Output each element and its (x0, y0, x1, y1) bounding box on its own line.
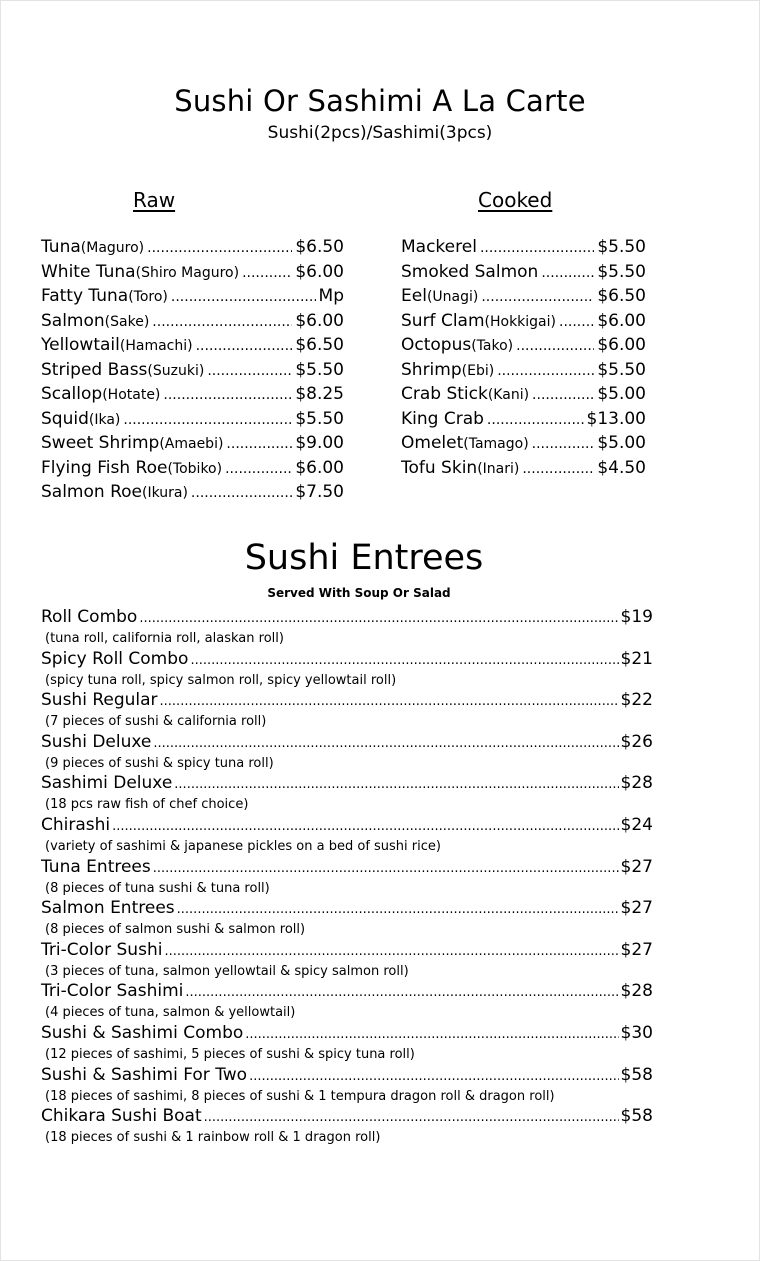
entree-description: (8 pieces of salmon sushi & salmon roll) (45, 922, 306, 938)
dot-leader (153, 736, 618, 751)
entree-price: $26 (620, 731, 653, 752)
menu-item (401, 335, 646, 360)
item-name: Smoked Salmon (401, 261, 539, 282)
dot-leader (171, 289, 316, 305)
menu-item (41, 433, 344, 458)
item-japanese-name: (Maguro) (80, 240, 145, 256)
item-price: $5.50 (295, 408, 344, 429)
item-japanese-name: (Amaebi) (159, 436, 224, 452)
menu-item (401, 262, 646, 287)
item-price: $5.00 (597, 433, 646, 453)
dot-leader (516, 338, 594, 354)
entree-name: Spicy Roll Combo (41, 648, 189, 669)
entree-list (41, 607, 653, 1148)
item-japanese-name: (Inari) (477, 460, 520, 477)
menu-item (401, 360, 646, 385)
entree-description: (9 pieces of sushi & spicy tuna roll) (45, 755, 274, 771)
dot-leader (174, 777, 618, 792)
entree-item (41, 857, 653, 899)
dot-leader (190, 653, 618, 668)
item-name: Crab Stick (401, 384, 488, 404)
entree-description: (7 pieces of sushi & california roll) (45, 714, 267, 730)
menu-item (41, 335, 344, 360)
item-price: $6.00 (597, 310, 646, 331)
item-japanese-name: (Unagi) (426, 289, 479, 305)
dot-leader (163, 387, 292, 403)
entree-name: Roll Combo (41, 607, 138, 627)
dot-leader (191, 485, 292, 501)
dot-leader (147, 240, 292, 256)
item-japanese-name: (Tako) (471, 338, 514, 354)
item-japanese-name: (Hokkigai) (484, 313, 556, 330)
menu-item (401, 237, 646, 262)
item-name: Salmon Roe (41, 482, 142, 502)
dot-leader (196, 338, 293, 354)
dot-leader (245, 1027, 618, 1042)
dot-leader (123, 412, 292, 428)
entree-description: (3 pieces of tuna, salmon yellowtail & spicy salmon roll) (45, 963, 409, 979)
item-japanese-name: (Kani) (487, 387, 530, 403)
item-japanese-name: (Hotate) (102, 387, 161, 403)
item-name: Squid (41, 408, 89, 429)
menu-item (401, 433, 646, 458)
menu-item (41, 262, 344, 287)
item-name: Octopus (401, 335, 472, 355)
item-price: $5.00 (597, 384, 646, 404)
entree-item (41, 649, 653, 691)
item-japanese-name: (Ika) (88, 411, 121, 428)
entree-description: (spicy tuna roll, spicy salmon roll, spicy yellowtail roll) (45, 672, 397, 688)
dot-leader (481, 289, 594, 305)
entree-price: $58 (620, 1064, 653, 1085)
entree-price: $28 (620, 773, 653, 794)
entree-price: $22 (620, 690, 653, 711)
menu-item (41, 482, 344, 507)
dot-leader (487, 412, 584, 428)
dot-leader (177, 902, 619, 917)
entree-line (41, 1065, 653, 1089)
item-name: King Crab (401, 408, 484, 429)
item-japanese-name: (Tobiko) (167, 460, 223, 477)
entree-item (41, 732, 653, 774)
entree-name: Chikara Sushi Boat (41, 1106, 202, 1127)
item-name: Striped Bass (41, 359, 148, 380)
entree-line (41, 898, 653, 922)
item-price: $6.00 (597, 335, 646, 355)
entree-item (41, 898, 653, 940)
item-japanese-name: (Suzuki) (147, 362, 205, 379)
item-japanese-name: (Toro) (128, 289, 168, 305)
item-price: $6.50 (295, 237, 344, 257)
dot-leader (532, 387, 594, 403)
item-price: Mp (318, 286, 344, 306)
dot-leader (242, 265, 292, 281)
item-price: $5.50 (597, 261, 646, 282)
menu-item (401, 458, 646, 483)
item-japanese-name: (Ikura) (141, 485, 188, 501)
entree-name: Tri-Color Sashimi (41, 981, 184, 1002)
menu-item (41, 286, 344, 311)
item-price: $5.50 (597, 359, 646, 380)
entree-line (41, 857, 653, 881)
entree-description: (12 pieces of sashimi, 5 pieces of sushi & spicy tuna roll) (45, 1046, 415, 1062)
entree-name: Sushi Deluxe (41, 731, 152, 752)
entree-price: $27 (620, 898, 653, 919)
item-name: Scallop (41, 384, 103, 404)
item-price: $9.00 (295, 433, 344, 453)
entree-name: Tri-Color Sushi (41, 939, 163, 960)
menu-item (41, 360, 344, 385)
item-price: $6.00 (295, 457, 344, 478)
item-name: Surf Clam (401, 310, 485, 331)
dot-leader (139, 611, 618, 626)
item-name: Tofu Skin (401, 457, 478, 478)
entree-description: (18 pieces of sushi & 1 rainbow roll & 1 dragon roll) (45, 1130, 381, 1146)
entree-price: $24 (620, 814, 653, 835)
menu-item (41, 237, 344, 262)
item-name: Yellowtail (41, 335, 120, 355)
entree-name: Salmon Entrees (41, 898, 175, 919)
item-japanese-name: (Shiro Maguro) (135, 264, 240, 281)
entree-price: $21 (620, 648, 653, 669)
dot-leader (152, 314, 292, 330)
dot-leader (559, 314, 594, 330)
item-name: Sweet Shrimp (41, 433, 160, 453)
dot-leader (164, 944, 618, 959)
item-name: Eel (401, 286, 427, 306)
item-japanese-name: (Ebi) (461, 362, 495, 379)
dot-leader (160, 694, 619, 709)
entree-line (41, 815, 653, 839)
item-price: $4.50 (597, 457, 646, 478)
entree-description: (variety of sashimi & japanese pickles on a bed of sushi rice) (45, 838, 441, 854)
dot-leader (225, 461, 292, 477)
menu-item (401, 286, 646, 311)
dot-leader (185, 985, 618, 1000)
item-price: $8.25 (295, 384, 344, 404)
entree-line (41, 1106, 653, 1130)
item-name: White Tuna (41, 261, 136, 282)
entree-price: $58 (620, 1106, 653, 1127)
entree-price: $19 (620, 607, 653, 627)
entree-name: Sushi Regular (41, 690, 158, 711)
item-price: $7.50 (295, 482, 344, 502)
item-price: $6.50 (295, 335, 344, 355)
menu-item (41, 458, 344, 483)
item-price: $5.50 (295, 359, 344, 380)
dot-leader (480, 240, 594, 256)
item-price: $6.00 (295, 261, 344, 282)
menu-item (41, 311, 344, 336)
item-name: Mackerel (401, 237, 477, 257)
entree-item (41, 773, 653, 815)
entree-description: (18 pieces of sashimi, 8 pieces of sushi & 1 tempura dragon roll & dragon roll) (45, 1088, 555, 1104)
entree-item (41, 981, 653, 1023)
entree-price: $30 (620, 1022, 653, 1043)
dot-leader (497, 363, 594, 379)
item-price: $13.00 (586, 408, 646, 429)
item-price: $5.50 (597, 237, 646, 257)
dot-leader (522, 461, 594, 477)
entree-description: (8 pieces of tuna sushi & tuna roll) (45, 880, 270, 896)
cooked-item-list (401, 237, 646, 482)
item-japanese-name: (Tamago) (463, 436, 529, 452)
entrees-subtitle: Served With Soup Or Salad (267, 586, 451, 600)
item-japanese-name: (Sake) (104, 313, 150, 330)
entrees-title: Sushi Entrees (244, 538, 484, 578)
entree-item (41, 690, 653, 732)
entree-item (41, 1065, 653, 1107)
item-name: Shrimp (401, 359, 462, 380)
ala-carte-title: Sushi Or Sashimi A La Carte (174, 84, 586, 118)
entree-price: $27 (620, 939, 653, 960)
item-name: Tuna (41, 237, 81, 257)
dot-leader (226, 436, 292, 452)
dot-leader (112, 819, 618, 834)
item-name: Flying Fish Roe (41, 457, 168, 478)
ala-carte-subtitle: Sushi(2pcs)/Sashimi(3pcs) (267, 123, 493, 143)
raw-column-heading: Raw (133, 188, 176, 212)
entree-line (41, 649, 653, 673)
item-name: Salmon (41, 310, 105, 331)
item-price: $6.00 (295, 310, 344, 331)
item-name: Omelet (401, 433, 464, 453)
entree-line (41, 981, 653, 1005)
menu-item (41, 384, 344, 409)
dot-leader (153, 861, 619, 876)
item-name: Fatty Tuna (41, 286, 129, 306)
entree-item (41, 1023, 653, 1065)
entree-line (41, 940, 653, 964)
dot-leader (249, 1069, 618, 1084)
dot-leader (204, 1110, 619, 1125)
entree-name: Tuna Entrees (41, 856, 151, 877)
dot-leader (207, 363, 292, 379)
entree-description: (4 pieces of tuna, salmon & yellowtail) (45, 1005, 296, 1021)
entree-line (41, 607, 653, 631)
entree-name: Chirashi (41, 814, 111, 835)
entree-item (41, 607, 653, 649)
entree-description: (tuna roll, california roll, alaskan roll) (45, 631, 284, 646)
entree-price: $27 (620, 856, 653, 877)
entree-description: (18 pcs raw fish of chef choice) (45, 797, 249, 813)
menu-item (401, 384, 646, 409)
entree-line (41, 690, 653, 714)
entree-line (41, 1023, 653, 1047)
cooked-column-heading: Cooked (478, 188, 553, 212)
item-japanese-name: (Hamachi) (119, 338, 193, 354)
menu-item (41, 409, 344, 434)
entree-name: Sushi & Sashimi For Two (41, 1064, 248, 1085)
item-price: $6.50 (597, 286, 646, 306)
entree-name: Sushi & Sashimi Combo (41, 1022, 244, 1043)
entree-price: $28 (620, 981, 653, 1002)
menu-item (401, 311, 646, 336)
raw-item-list (41, 237, 344, 507)
dot-leader (532, 436, 595, 452)
entree-item (41, 1106, 653, 1148)
entree-item (41, 940, 653, 982)
dot-leader (541, 265, 594, 281)
entree-name: Sashimi Deluxe (41, 773, 173, 794)
menu-item (401, 409, 646, 434)
entree-item (41, 815, 653, 857)
entree-line (41, 773, 653, 797)
entree-line (41, 732, 653, 756)
